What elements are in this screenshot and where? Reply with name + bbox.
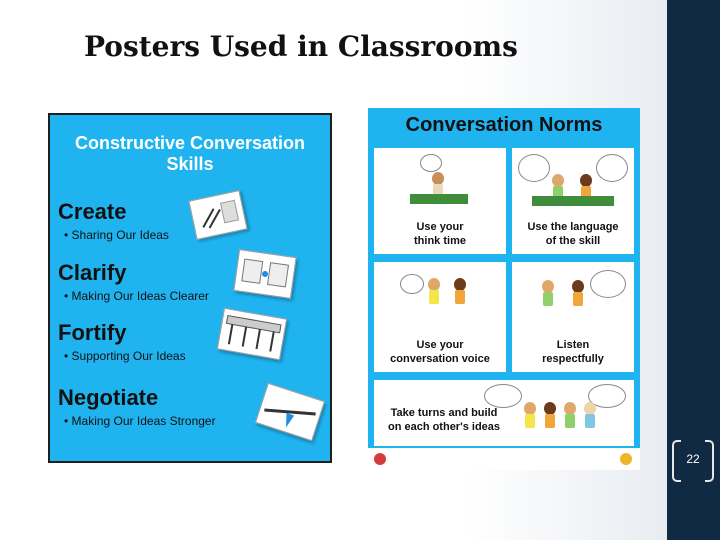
skill-negotiate: Negotiate bbox=[58, 385, 159, 410]
sound-bubble-icon bbox=[400, 274, 424, 294]
thought-bubble-icon bbox=[420, 154, 442, 172]
page-number-box bbox=[672, 440, 714, 478]
norm-caption: Take turns and build on each other's ideas bbox=[387, 407, 501, 433]
norm-panel-language bbox=[512, 148, 634, 254]
poster-footer bbox=[368, 448, 640, 470]
desk bbox=[532, 196, 614, 206]
logo-icon bbox=[620, 453, 632, 465]
norm-caption: Use your conversation voice bbox=[390, 339, 490, 365]
slide-title: Posters Used in Classrooms bbox=[84, 30, 518, 63]
speech-bubble-icon bbox=[596, 154, 628, 182]
norm-panel-voice bbox=[374, 262, 506, 372]
norm-panel-think-time bbox=[374, 148, 506, 254]
poster-title-line-1: Constructive Conversation bbox=[74, 133, 306, 153]
poster-conversation-norms bbox=[368, 108, 640, 470]
bridge-icon bbox=[218, 309, 286, 359]
page-number: 22 bbox=[686, 452, 700, 466]
illustration-card bbox=[188, 190, 247, 240]
speech-bubble-icon bbox=[484, 384, 522, 408]
logo-icon bbox=[374, 453, 386, 465]
speech-bubble-icon bbox=[518, 154, 550, 182]
norm-caption: Use your think time bbox=[414, 221, 466, 247]
norm-panel-take-turns bbox=[374, 380, 634, 446]
skill-fortify-sub: • Supporting Our Ideas bbox=[64, 349, 186, 363]
poster-constructive-conversation-skills bbox=[48, 113, 332, 463]
norm-caption: Use the language of the skill bbox=[527, 221, 619, 247]
skill-clarify: Clarify bbox=[58, 260, 127, 285]
skill-fortify: Fortify bbox=[58, 320, 127, 345]
arrows-icon bbox=[190, 191, 247, 239]
skill-clarify-sub: • Making Our Ideas Clearer bbox=[64, 289, 209, 303]
norm-panel-listen bbox=[512, 262, 634, 372]
frames-icon bbox=[234, 250, 295, 297]
skill-create-sub: • Sharing Our Ideas bbox=[64, 228, 169, 242]
skill-negotiate-sub: • Making Our Ideas Stronger bbox=[64, 414, 216, 428]
illustration-card bbox=[217, 308, 287, 360]
norm-caption: Listen respectfully bbox=[542, 339, 604, 365]
poster-title-line-2: Skills bbox=[166, 154, 214, 174]
desk bbox=[410, 194, 468, 204]
poster-title: Conversation Norms bbox=[405, 114, 603, 136]
skill-create: Create bbox=[58, 199, 127, 224]
speech-bubble-icon bbox=[590, 270, 626, 298]
illustration-card bbox=[233, 249, 296, 299]
poster-title bbox=[50, 133, 330, 175]
